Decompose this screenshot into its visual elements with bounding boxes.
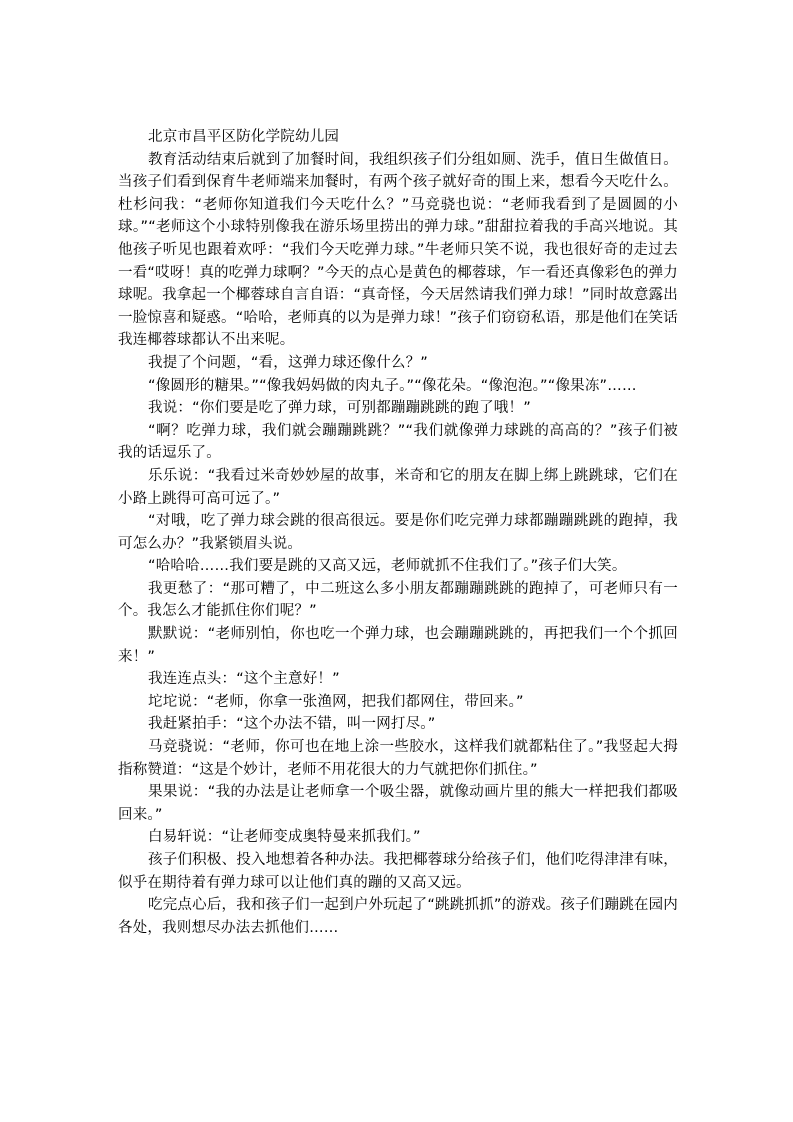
outdoor-game-paragraph: 吃完点心后，我和孩子们一起到户外玩起了“跳跳抓抓”的游戏。孩子们蹦跳在园内各处，我则想尽办法去抓他们…… [118, 897, 678, 936]
children-ideas-paragraph: 孩子们积极、投入地想着各种办法。我把椰蓉球分给孩子们，他们吃得津津有味，似乎在期待着有弹力球可以让他们真的蹦的又高又远。 [118, 852, 678, 891]
tuotuo-paragraph: 坨坨说：“老师，你拿一张渔网，把我们都网住，带回来。” [148, 693, 524, 710]
momo-paragraph: 默默说：“老师别怕，你也吃一个弹力球，也会蹦蹦跳跳的，再把我们一个个抓回来！” [118, 626, 678, 665]
teacher-agree-paragraph: 我连连点头：“这个主意好！” [148, 671, 340, 688]
answers-paragraph: “像圆形的糖果。”“像我妈妈做的肉丸子。”“像花朵。“像泡泡。”“像果冻”…… [148, 377, 637, 394]
guoguo-paragraph: 果果说：“我的办法是让老师拿一个吸尘器，就像动画片里的熊大一样把我们都吸回来。” [118, 784, 678, 823]
teacher-more-worry-paragraph: 我更愁了：“那可糟了，中二班这么多小朋友都蹦蹦跳跳的跑掉了，可老师只有一个。我怎么才能抓住你们呢？” [118, 580, 678, 620]
lele-paragraph: 乐乐说：“我看过米奇妙妙屋的故事，米奇和它的朋友在脚上绑上跳跳球，它们在小路上跳得可高可远了。” [118, 467, 678, 507]
children-laugh-paragraph: “哈哈哈……我们要是跳的又高又远，老师就抓不住我们了。”孩子们大笑。 [148, 558, 627, 575]
teacher-clap-paragraph: 我赶紧拍手：“这个办法不错，叫一网打尽。” [148, 716, 436, 733]
children-reply-paragraph: “啊？吃弹力球，我们就会蹦蹦跳跳？”“我们就像弹力球跳的高高的？”孩子们被我的话逗乐了。 [118, 422, 678, 462]
teacher-warning-paragraph: 我说：“你们要是吃了弹力球，可别都蹦蹦跳跳的跑了哦！” [148, 400, 531, 417]
teacher-worry-paragraph: “对哦，吃了弹力球会跳的很高很远。要是你们吃完弹力球都蹦蹦跳跳的跑掉，我可怎么办？”我紧锁眉头说。 [118, 513, 678, 552]
question-paragraph: 我提了个问题，“看，这弹力球还像什么？” [148, 354, 429, 371]
intro-paragraph: 教育活动结束后就到了加餐时间，我组织孩子们分组如厕、洗手，值日生做值日。当孩子们看到保育牛老师端来加餐时，有两个孩子就好奇的围上来，想看今天吃什么。杜杉问我：“老师你知道我们今天吃什么？”马竞骁也说：“老师我看到了是圆圆的小球。”“老师这个小球特别像我在游乐场里捞出的弹力球。”甜甜拉着我的手高兴地说。其他孩子听见也跟着欢呼：“我们今天吃弹力球。”牛老师只笑不说，我也很好奇的走过去一看“哎呀！真的吃弹力球啊？”今天的点心是黄色的椰蓉球，乍一看还真像彩色的弹力球呢。我拿起一个椰蓉球自言自语：“真奇怪，今天居然请我们弹力球！”同时故意露出一脸惊喜和疑惑。“哈哈，老师真的以为是弹力球！”孩子们窃窃私语，那是他们在笑话我连椰蓉球都认不出来呢。 [118, 151, 678, 349]
baiyixuan-paragraph: 白易轩说：“让老师变成奥特曼来抓我们。” [148, 829, 421, 846]
majingxiao-paragraph: 马竞骁说：“老师，你可也在地上涂一些胶水，这样我们就都粘住了。”我竖起大拇指称赞道：“这是个妙计，老师不用花很大的力气就把你们抓住。” [118, 739, 678, 778]
document-page [118, 126, 678, 939]
kindergarten-name: 北京市昌平区防化学院幼儿园 [148, 129, 340, 145]
